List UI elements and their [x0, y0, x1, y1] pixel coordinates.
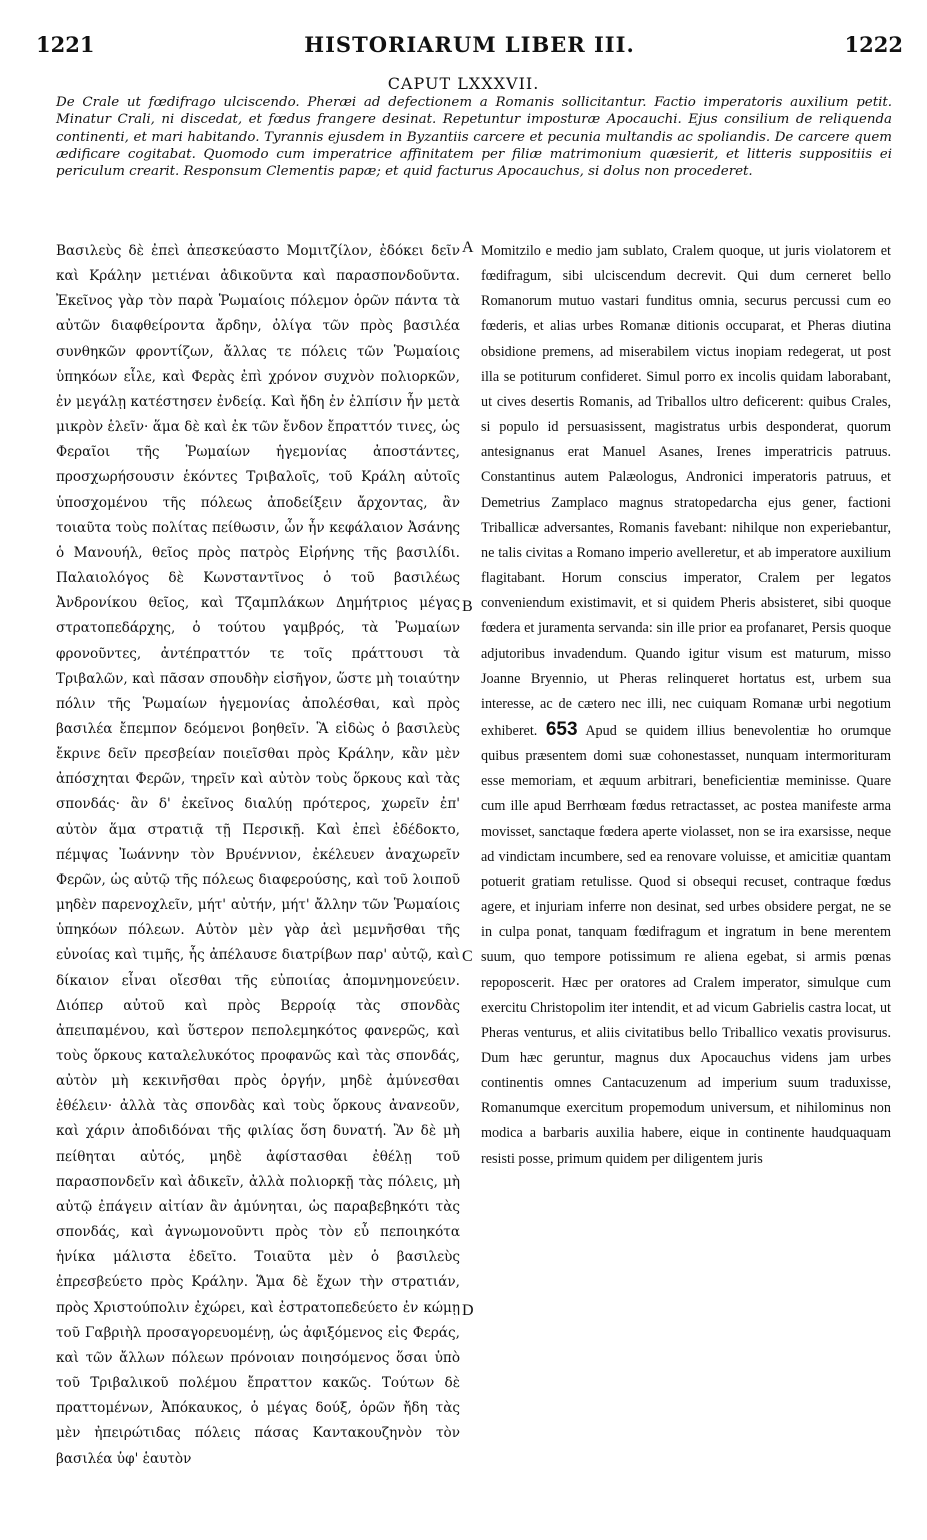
- chapter-argument: De Crale ut fœdifrago ulciscendo. Pheræi ad defectionem a Romanis sollicitantur. Factio imperatoris auxilium petit. Minatur Crali, ni discedat, et fœdus frangere desinat. Repetuntur imposturæ Apocauchi. Ejus consilium de reliquenda continenti, et mari habitando. Tyrannis ejusdem in Byzantiis carcere et pecunia multandis ac spoliandis. De carcere quem ædificare cogitabat. Quomodo cum imperatrice affinitatem per filiæ matrimonium quæsierit, et litteris suppositiis ei periculum crearit. Responsum Clementis papæ; et quid facturus Apocauchus, si dolus non procederet.: [56, 95, 892, 180]
- margin-letter-b: B: [462, 598, 473, 615]
- page-number-right: 1222: [844, 32, 903, 57]
- chapter-heading: CAPUT LXXXVII.: [387, 74, 540, 93]
- margin-letter-c: C: [462, 948, 473, 965]
- greek-text-column: Βασιλεὺς δὲ ἐπεὶ ἀπεσκεύαστο Μομιτζίλον, ἐδόκει δεῖν καὶ Κράλην μετιέναι ἀδικοῦντα καὶ παρασπονδοῦντα. Ἐκεῖνος γὰρ τὸν παρὰ Ῥωμαίοις πόλεμον ὁρῶν πάντα τὰ αὐτῶν διαφθείροντα ἄρδην, ὀλίγα τῶν πρὸς βασιλέα συνθηκῶν φροντίζων, ἄλλας τε πόλεις τῶν Ῥωμαίοις ὑπηκόων εἷλε, καὶ Φερὰς ἐπὶ χρόνον συχνὸν πολιορκῶν, ἐν μεγάλῃ κατέστησεν ἐνδείᾳ. Καὶ ἤδη ἐν ἐλπίσιν ἦν μετὰ μικρὸν ἑλεῖν· ἅμα δὲ καὶ ἐκ τῶν ἔνδον ἔπραττόν τινες, ὡς Φεραῖοι τῆς Ῥωμαίων ἡγεμονίας ἀποστάντες, προσχωρήσουσιν ἑκόντες Τριβαλοῖς, τοῦ Κράλη αὐτοῖς ὑποσχομένου τῆς πόλεως ἀποδείξειν ἄρχοντας, ἂν τοιαῦτα τοὺς πολίτας πείθωσιν, ὧν ἦν κεφάλαιον Ἀσάνης ὁ Μανουήλ, θεῖος πρὸς πατρὸς Εἰρήνης τῆς βασιλίδι. Παλαιολόγος δὲ Κωνσταντῖνος ὁ τοῦ βασιλέως Ἀνδρονίκου θεῖος, καὶ Τζαμπλάκων Δημήτριος μέγας στρατοπεδάρχης, ὁ τούτου γαμβρός, τὰ Ῥωμαίων φρονοῦντες, ἀντέπραττόν τε τοῖς πράττουσι τὰ Τριβαλῶν, καὶ πᾶσαν σπουδὴν εἰσῆγον, ὥστε μὴ τοιαύτην πόλιν τῆς Ῥωμαίων ἡγεμονίας ἀπολέσθαι, καὶ πρὸς βασιλέα ἔπεμπον δεόμενοι βοηθεῖν. Ἃ εἰδὼς ὁ βασιλεὺς ἔκρινε δεῖν πρεσβείαν ποιεῖσθαι πρὸς Κράλην, κἂν μὲν ἀπόσχηται Φερῶν, τηρεῖν καὶ αὐτὸν τοὺς ὅρκους καὶ τὰς σπονδάς· ἂν δ' ἐκεῖνος διαλύῃ πρότερος, χωρεῖν ἐπ' αὐτὸν ἅμα στρατιᾷ τῇ Περσικῇ. Καὶ ἐπεὶ ἐδέδοκτο, πέμψας Ἰωάννην τὸν Βρυέννιον, ἐκέλευεν ἀναχωρεῖν Φερῶν, ὡς αὐτῷ τῆς πόλεως διαφερούσης, καὶ τοῦ λοιποῦ μηδὲν παρενοχλεῖν, μήτ' αὐτήν, μήτ' ἄλλην τῶν Ῥωμαίοις ὑπηκόων πόλεων. Αὐτὸν μὲν γὰρ ἀεὶ μεμνῆσθαι τῆς εὐνοίας καὶ τιμῆς, ἧς ἀπέλαυσε διατρίβων παρ' αὐτῷ, καὶ δίκαιον εἶναι οἴεσθαι τῆς εὐποιίας ἀπομνημονεύειν. Διόπερ αὐτοῦ καὶ πρὸς Βερροίᾳ τὰς σπονδὰς ἀπειπαμένου, καὶ ὕστερον πεπολεμηκότος φανερῶς, καὶ τοὺς ὅρκους καταλελυκότος προφανῶς καὶ τὰς σπονδάς, αὐτὸν μὴ κεκινῆσθαι πρὸς ὀργήν, μηδὲ ἀμύνεσθαι ἐθέλειν· ἀλλὰ τὰς σπονδὰς καὶ τοὺς ὅρκους ἀνανεοῦν, καὶ χάριν ἀποδιδόναι τῆς φιλίας ὅση δυνατή. Ἂν δὲ μὴ πείθηται αὐτός, μηδὲ ἀφίστασθαι ἐθέλῃ τοῦ παρασπονδεῖν καὶ ἀδικεῖν, ἀλλὰ πολιορκῇ τὰς πόλεις, μὴ αὐτῷ ἐπάγειν αἰτίαν ἂν ἀμύνηται, ὡς παραβεβηκότι τὰς σπονδάς, καὶ ἀγνωμονοῦντι πρὸς τὸν εὖ πεποιηκότα ἡνίκα μάλιστα ἐδεῖτο. Τοιαῦτα μὲν ὁ βασιλεὺς ἐπρεσβεύετο πρὸς Κράλην. Ἅμα δὲ ἔχων τὴν στρατιάν, πρὸς Χριστούπολιν ἐχώρει, καὶ ἐστρατοπεδεύετο ἐν κώμῃ τοῦ Γαβριὴλ προσαγορευομένῃ, ὡς ἀφιξόμενος εἰς Φεράς, καὶ τῶν ἄλλων πόλεων πρόνοιαν ποιησόμενος ὅσαι ὑπὸ τοῦ Τριβαλικοῦ πολέμου ἔπραττον κακῶς. Τούτων δὲ πραττομένων, Ἀπόκαυκος, ὁ μέγας δούξ, ὁρῶν ἤδη τὰς μὲν ἠπειρώτιδας πόλεις πάσας Καντακουζηνὸν τὸν βασιλέα ὑφ' ἑαυτὸν: [56, 243, 460, 1467]
- page-number-left: 1221: [36, 32, 95, 57]
- latin-text-column: [481, 239, 891, 1172]
- running-title: HISTORIARUM LIBER III.: [304, 32, 635, 57]
- margin-letter-d: D: [462, 1302, 474, 1319]
- margin-letter-a: A: [462, 239, 474, 256]
- page-reference-number: 653: [545, 718, 578, 740]
- running-header: [36, 32, 903, 62]
- latin-text-part1: Momitzilo e medio jam sublato, Cralem quoque, ut juris violatorem et fœdifragum, sibi ulciscendum decrevit. Qui dum cerneret bello Romanorum mutuo vastari funditus omnia, securus percussi cum eo fœderis, et alias urbes Romanæ ditionis occuparat, et Pheras diutina obsidione premens, ad miserabilem victus inopiam redegerat, ut post illa se potiturum confideret. Simul porro ex incolis quidam laborabant, ut cives desertis Romanis, ad Triballos ultro deficerent: quibus Crales, si populo id persuasissent, magistratus urbis desponderat, quorum antesignanus erat Manuel Asanes, Irenes imperatricis patruus. Constantinus autem Palæologus, Andronici imperatoris patruus, et Demetrius Zamplaco magnus stratopedarcha ejus gener, factioni Triballicæ adversantes, Romanis favebant: nihilque non experiebantur, ne talis civitas a Romano imperio avelleretur, et ab imperatore auxilium flagitabant. Horum conscius imperator, Cralem per legatos conveniendum existimavit, et si quidem Pheris absisteret, sibi quoque fœdera et juramenta servanda: sin ille prior ea profanaret, Persis quoque adjutoribus invadendum. Quando igitur visum est maturum, misso Joanne Bryennio, ut Pheras relinqueret hortatus est, urbem sua interesse, ac de cætero nec illi, nec cuiquam Romanæ urbi negotium exhiberet.: [481, 243, 891, 739]
- latin-text-part2: Apud se quidem illius benevolentiæ ho orumque quibus præsentem domi suæ cohonestasset, nunquam intermorituram esse memoriam, et æquum arbitrari, beneficientiæ meminisse. Quare cum ille apud Berrhœam fœdus retractasset, ac postea manifeste arma movisset, sanctaque fœdera aperte violasset, non se ira exarsisse, neque ad vindictam incumbere, sed ea renovare voluisse, et amicitiæ quantam potuerit gratiam retulisse. Quod si obsequi recuset, contraque fœdus agere, et injuriam inferre non desinat, sed urbes obsidere pergat, ne se in culpa ponat, tanquam fœdifragum et ingratum in bene merentem suum, quo tempore potissimum re aliena egebat, si armis pœnas repoposcerit. Hæc per oratores ad Cralem imperator, simulque cum exercitu Christopolim iter intendit, et ad vicum Gabrielis castra locat, ut Pheras venturus, et aliis civitatibus bello Triballico vexatis provisurus. Dum hæc geruntur, magnus dux Apocauchus videns jam urbes continentis omnes Cantacuzenum ad imperium suum traduxisse, Romanumque exercitum propemodum universum, et nihilominus non modica a barbaris auxilia habere, eique in continente haudquaquam resisti posse, primum quidem per diligentem juris: [481, 722, 892, 1167]
